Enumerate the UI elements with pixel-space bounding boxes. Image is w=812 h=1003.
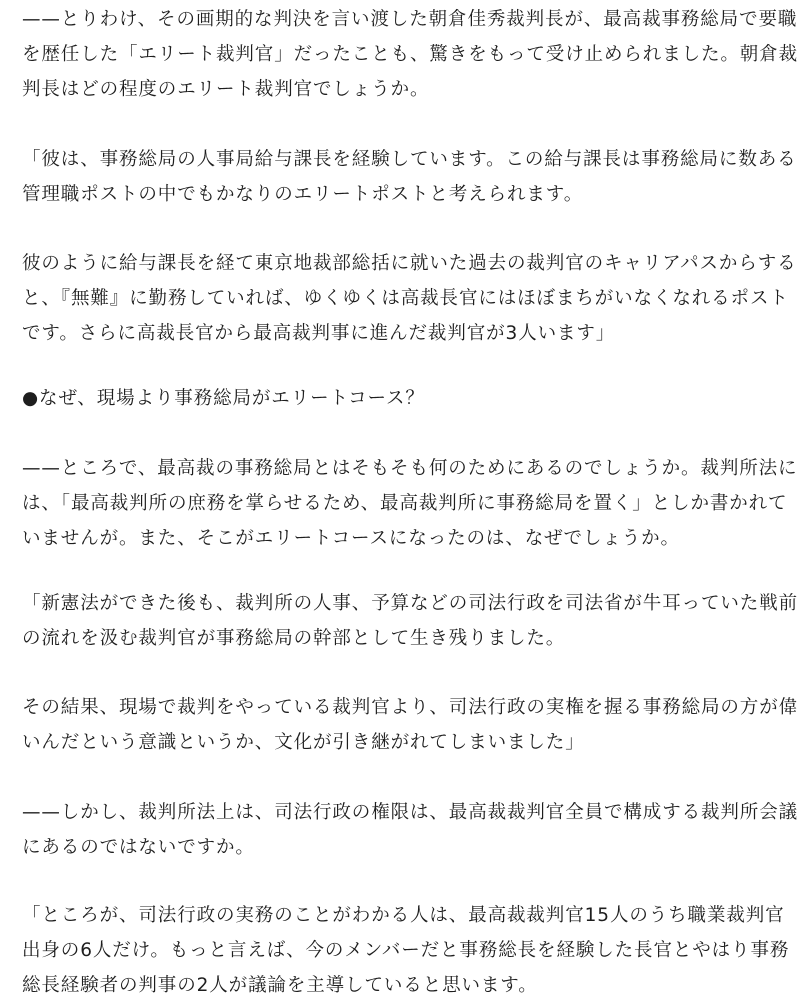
paragraph-question-general-secretariat: ——ところで、最高裁の事務総局とはそもそも何のためにあるのでしょうか。裁判所法に は、「最高裁判所の庶務を掌らせるため、最高裁判所に事務総局を置く」としか書かれて いませんが。また、そこがエリートコースになったのは、なぜでしょうか。 (22, 458, 798, 549)
paragraph-answer-postwar: 「新憲法ができた後も、裁判所の人事、予算などの司法行政を司法省が牛耳っていた戦前 の流れを汲む裁判官が事務総局の幹部として生き残りました。 (22, 593, 799, 649)
paragraph-answer-salary-section: 「彼は、事務総局の人事局給与課長を経験しています。この給与課長は事務総局に数ある 管理職ポストの中でもかなりのエリートポストと考えられます。 (22, 149, 797, 205)
paragraph-question-elite-judge: ——とりわけ、その画期的な判決を言い渡した朝倉佳秀裁判長が、最高裁事務総局で要職 を歴任した「エリート裁判官」だったことも、驚きをもって受け止められました。朝倉裁 判長はどの程度のエリート裁判官でしょうか。 (22, 9, 799, 100)
paragraph-question-judicial-conference: ——しかし、裁判所法上は、司法行政の権限は、最高裁裁判官全員で構成する裁判所会議 にあるのではないですか。 (22, 802, 799, 858)
paragraph-answer-fifteen-justices: 「ところが、司法行政の実務のことがわかる人は、最高裁裁判官15人のうち職業裁判官 出身の6人だけ。もっと言えば、今のメンバーだと事務総長を経験した長官とやはり事務 総長経験者の判事の2人が議論を主導していると思います。 (22, 905, 790, 996)
paragraph-answer-culture: その結果、現場で裁判をやっている裁判官より、司法行政の実権を握る事務総局の方が偉 いんだという意識というか、文化が引き継がれてしまいました」 (22, 697, 799, 753)
paragraph-answer-career-path: 彼のように給与課長を経て東京地裁部総括に就いた過去の裁判官のキャリアパスからする と、『無難』に勤務していれば、ゆくゆくは高裁長官にはほぼまちがいなくなれるポスト です。さらに高裁長官から最高裁判事に進んだ裁判官が3人います」 (22, 253, 797, 344)
section-heading: ●なぜ、現場より事務総局がエリートコース？ (22, 388, 425, 409)
